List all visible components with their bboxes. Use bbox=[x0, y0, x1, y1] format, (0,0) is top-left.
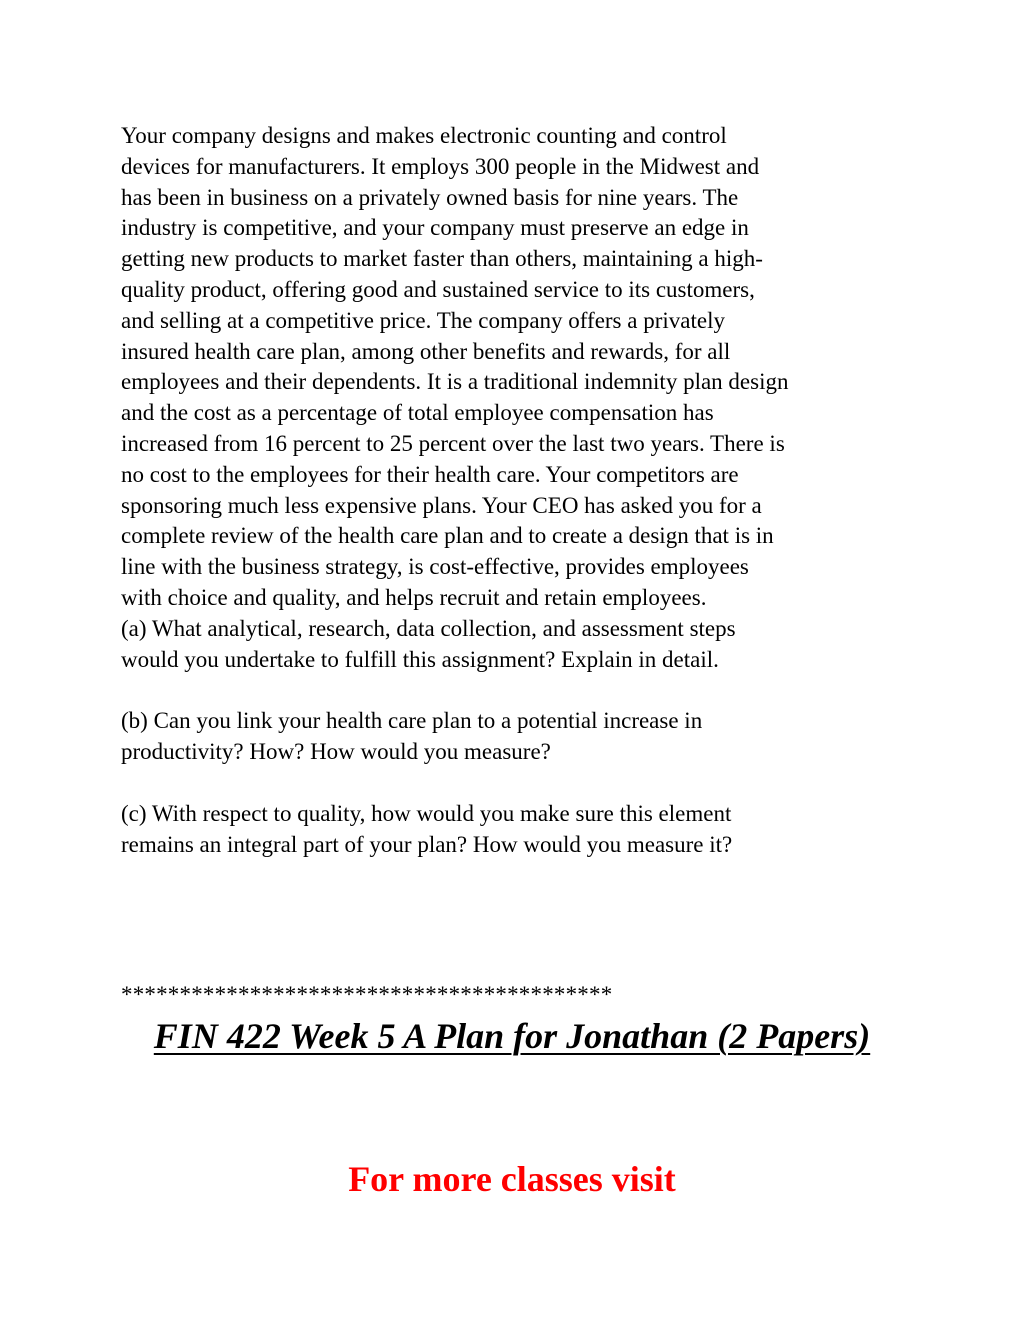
promo-text: For more classes visit bbox=[348, 1159, 676, 1199]
text-line: has been in business on a privately owned basis for nine years. The bbox=[121, 184, 739, 210]
text-line: quality product, offering good and sustained service to its customers, bbox=[121, 276, 755, 302]
text-line: increased from 16 percent to 25 percent over the last two years. There is bbox=[121, 430, 785, 456]
asterisk-separator: ****************************************** bbox=[121, 982, 613, 1007]
document-body bbox=[121, 121, 911, 861]
intro-paragraph bbox=[121, 121, 911, 675]
text-line: devices for manufacturers. It employs 300 people in the Midwest and bbox=[121, 153, 760, 179]
question-b bbox=[121, 706, 911, 768]
paragraph-gap bbox=[121, 768, 911, 799]
text-line: and selling at a competitive price. The company offers a privately bbox=[121, 307, 725, 333]
text-line: industry is competitive, and your company must preserve an edge in bbox=[121, 215, 749, 241]
text-line: with choice and quality, and helps recruit and retain employees. bbox=[121, 584, 707, 610]
question-a-line: (a) What analytical, research, data collection, and assessment steps bbox=[121, 615, 736, 641]
text-line: line with the business strategy, is cost-effective, provides employees bbox=[121, 554, 749, 580]
question-b-line: (b) Can you link your health care plan to a potential increase in bbox=[121, 708, 703, 734]
question-a-line: would you undertake to fulfill this assignment? Explain in detail. bbox=[121, 646, 719, 672]
text-line: Your company designs and makes electronic counting and control bbox=[121, 123, 727, 148]
question-b-line: productivity? How? How would you measure? bbox=[121, 739, 551, 765]
text-line: no cost to the employees for their health care. Your competitors are bbox=[121, 461, 739, 487]
text-line: complete review of the health care plan and to create a design that is in bbox=[121, 523, 774, 549]
course-heading: FIN 422 Week 5 A Plan for Jonathan (2 Papers) bbox=[153, 1016, 871, 1056]
question-c-line: remains an integral part of your plan? How would you measure it? bbox=[121, 831, 733, 857]
text-line: and the cost as a percentage of total employee compensation has bbox=[121, 400, 714, 426]
text-line: sponsoring much less expensive plans. Your CEO has asked you for a bbox=[121, 492, 762, 518]
text-line: employees and their dependents. It is a traditional indemnity plan design bbox=[121, 369, 789, 395]
paragraph-gap bbox=[121, 675, 911, 706]
text-line: getting new products to market faster than others, maintaining a high- bbox=[121, 246, 763, 272]
question-c bbox=[121, 799, 911, 861]
text-line: insured health care plan, among other benefits and rewards, for all bbox=[121, 338, 731, 364]
question-c-line: (c) With respect to quality, how would you make sure this element bbox=[121, 800, 732, 826]
